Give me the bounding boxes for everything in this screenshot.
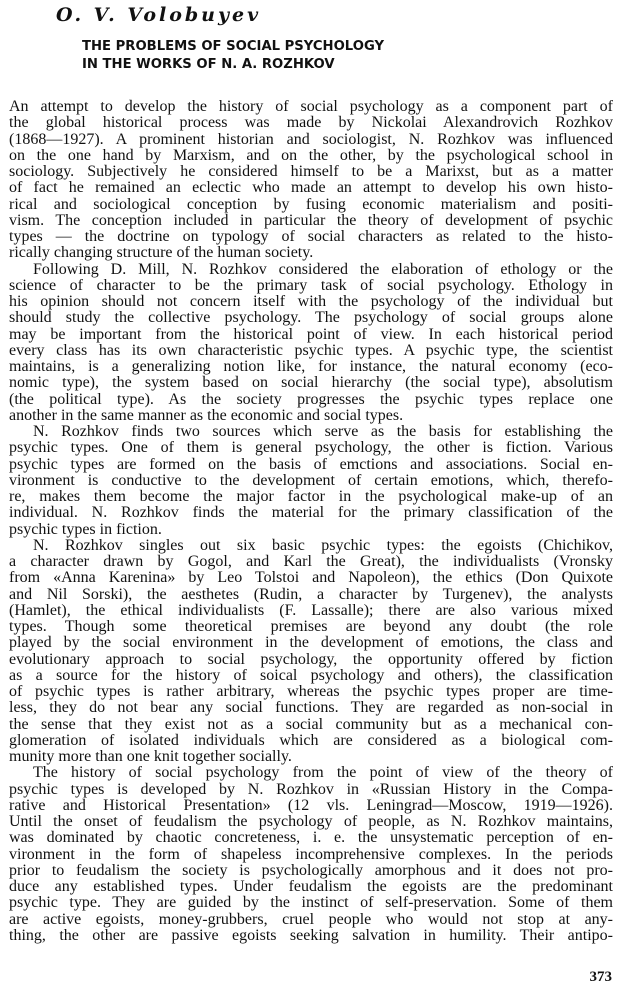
text-line: the global historical process was made by Nickolai Alexandrovich Rozhkov [9,115,613,132]
text-line: rical and sociological conception by fusing economic materialism and positi- [9,196,613,213]
text-line: Following D. Mill, N. Rozhkov considered the elaboration of ethology or the [33,261,613,278]
text-line: less, they do not bear any social functions. They are regarded as non-social in [9,700,613,717]
text-line: another in the same manner as the economic and social types. [9,407,404,424]
text-line: N. Rozhkov singles out six basic psychic types: the egoists (Chichikov, [33,537,613,554]
text-line: psychic types. One of them is general psychology, the other is fiction. Various [9,440,613,457]
text-line: played by the social environment in the development of emotions, the class and [9,635,613,652]
text-line: vironment in the form of shapeless incomprehensive complexes. In the periods [9,846,613,863]
text-line: evolutionary approach to social psychology, the opportunity offered by fiction [9,651,613,668]
text-line: Until the onset of feudalism the psychology of people, as N. Rozhkov maintains, [9,814,613,830]
author-name: O. V. Volobuyev [56,4,262,26]
text-line: vism. The conception included in particular the theory of development of psychic [9,212,613,229]
text-line: science of character to be the primary task of social psychology. Ethology in [9,277,613,294]
text-line: from «Anna Karenina» by Leo Tolstoi and Napoleon), the ethics (Don Quixote [9,570,613,587]
text-line: psychic type. They are guided by the instinct of self-preservation. Some of them [9,895,613,912]
text-line: prior to feudalism the society is psychologically amorphous and it does not pro- [9,862,613,879]
text-line: types. Though some theoretical premises are beyond any doubt (the role [9,619,613,635]
text-line: An attempt to develop the history of social psychology as a component part of [9,99,613,115]
page-number: 373 [589,969,612,985]
text-line: may be important from the historical point of view. In each historical period [9,326,613,343]
text-line: individual. N. Rozhkov finds the material for the primary classification of the [9,505,613,522]
text-line: N. Rozhkov finds two sources which serve as the basis for establishing the [33,424,613,440]
article-body [9,99,613,944]
text-line: every class has its own characteristic psychic types. A psychic type, the scientist [9,342,613,359]
text-line: thing, the other are passive egoists seeking salvation in humility. Their antipo- [9,927,613,944]
text-line: and Nil Sorski), the aesthetes (Rudin, a character by Turgenev), the analysts [9,586,613,603]
text-line: was dominated by chaotic concreteness, i. e. the unsystematic perception of en- [9,830,613,847]
article-title [82,38,502,74]
text-line: vironment is conductive to the development of certain emotions, which, therefo- [9,472,613,489]
text-line: as a source for the history of soical psychology and others), the classification [9,667,613,684]
text-line: re, makes them become the major factor in the psychological make-up of an [9,489,613,505]
text-line: maintains, is a generalizing notion like, for instance, the natural economy (eco- [9,359,613,375]
text-line: The history of social psychology from the point of view of the theory of [33,765,613,782]
text-line: his opinion should not concern itself with the psychology of the individual but [9,294,613,310]
text-line: (1868—1927). A prominent historian and sociologist, N. Rozhkov was influenced [9,131,613,148]
text-line: psychic types in fiction. [9,521,162,538]
text-line: nomic type), the system based on social hierarchy (the social type), absolutism [9,375,613,392]
text-line: types — the doctrine on typology of social characters as related to the histo- [9,229,613,245]
text-line: of fact he remained an eclectic who made an attempt to develop his own histo- [9,180,613,197]
text-line: (the political type). As the society progresses the psychic types replace one [9,391,613,408]
text-line: the sense that they exist not as a social community but as a mechanical con- [9,716,613,733]
text-line: of psychic types is rather arbitrary, whereas the psychic types proper are time- [9,684,613,700]
text-line: rically changing structure of the human society. [9,245,314,262]
text-line: psychic types is developed by N. Rozhkov in «Russian History in the Compa- [9,781,613,798]
text-line: rative and Historical Presentation» (12 vls. Leningrad—Moscow, 1919—1926). [9,797,613,814]
text-line: (Hamlet), the ethical individualists (F. Lassalle); there are also various mixed [9,602,613,619]
text-line: duce any established types. Under feudalism the egoists are the predominant [9,879,613,895]
title-line: IN THE WORKS OF N. A. ROZHKOV [82,57,335,72]
text-line: a character drawn by Gogol, and Karl the Great), the individualists (Vronsky [9,554,613,570]
title-line: THE PROBLEMS OF SOCIAL PSYCHOLOGY [82,39,385,54]
text-line: munity more than one knit together socially. [9,749,292,765]
text-line: glomeration of isolated individuals which are considered as a biological com- [9,732,613,749]
text-line: are active egoists, money-grubbers, cruel people who would not stop at any- [9,911,613,928]
text-line: sociology. Subjectively he considered himself to be a Marixst, but as a matter [9,164,613,180]
text-line: should study the collective psychology. The psychology of social groups alone [9,310,613,327]
text-line: on the one hand by Marxism, and on the other, by the psychological school in [9,147,613,164]
text-line: psychic types are formed on the basis of emctions and associations. Social en- [9,456,613,473]
